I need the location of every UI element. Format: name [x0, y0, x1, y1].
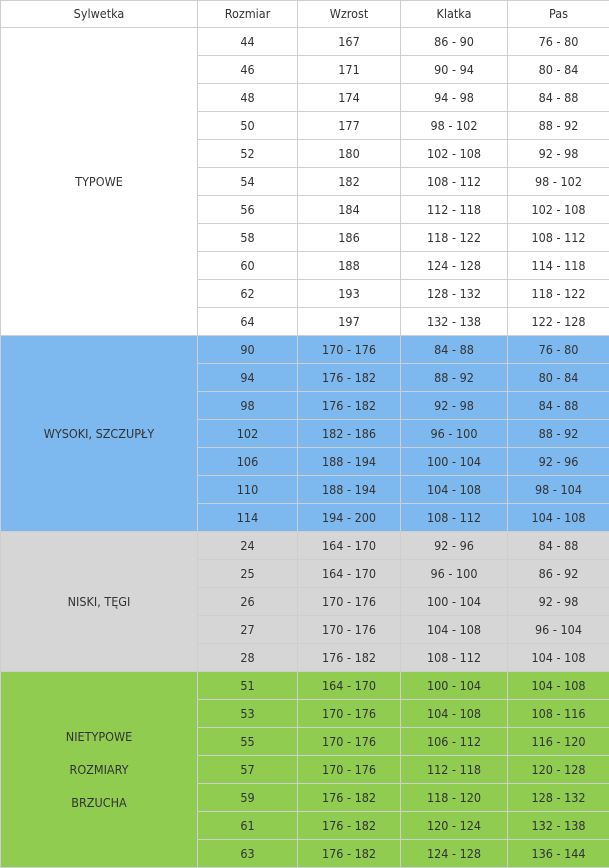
rozmiar-cell: 24	[198, 532, 298, 560]
rozmiar-cell: 58	[198, 224, 298, 252]
pas-cell: 104 - 108	[508, 504, 609, 532]
pas-cell: 114 - 118	[508, 252, 609, 280]
pas-cell: 88 - 92	[508, 112, 609, 140]
wzrost-cell: 170 - 176	[298, 588, 401, 616]
klatka-cell: 124 - 128	[401, 252, 508, 280]
klatka-cell: 108 - 112	[401, 168, 508, 196]
pas-cell: 132 - 138	[508, 812, 609, 840]
header-klatka: Klatka	[401, 1, 508, 28]
rozmiar-cell: 90	[198, 336, 298, 364]
klatka-cell: 86 - 90	[401, 28, 508, 56]
sylwetka-label: NISKI, TĘGI	[1, 585, 197, 618]
header-rozmiar: Rozmiar	[198, 1, 298, 28]
klatka-cell: 128 - 132	[401, 280, 508, 308]
wzrost-cell: 174	[298, 84, 401, 112]
wzrost-cell: 188	[298, 252, 401, 280]
wzrost-cell: 170 - 176	[298, 616, 401, 644]
wzrost-cell: 176 - 182	[298, 364, 401, 392]
klatka-cell: 98 - 102	[401, 112, 508, 140]
pas-cell: 98 - 104	[508, 476, 609, 504]
klatka-cell: 92 - 98	[401, 392, 508, 420]
wzrost-cell: 170 - 176	[298, 756, 401, 784]
wzrost-cell: 176 - 182	[298, 812, 401, 840]
pas-cell: 122 - 128	[508, 308, 609, 336]
rozmiar-cell: 26	[198, 588, 298, 616]
rozmiar-cell: 25	[198, 560, 298, 588]
rozmiar-cell: 27	[198, 616, 298, 644]
pas-cell: 84 - 88	[508, 84, 609, 112]
rozmiar-cell: 59	[198, 784, 298, 812]
klatka-cell: 112 - 118	[401, 756, 508, 784]
pas-cell: 104 - 108	[508, 644, 609, 672]
wzrost-cell: 182 - 186	[298, 420, 401, 448]
wzrost-cell: 170 - 176	[298, 728, 401, 756]
table-header	[1, 1, 609, 28]
pas-cell: 92 - 98	[508, 588, 609, 616]
pas-cell: 84 - 88	[508, 392, 609, 420]
rozmiar-cell: 114	[198, 504, 298, 532]
wzrost-cell: 194 - 200	[298, 504, 401, 532]
klatka-cell: 96 - 100	[401, 560, 508, 588]
sylwetka-label: NIETYPOWE	[1, 720, 197, 753]
klatka-cell: 102 - 108	[401, 140, 508, 168]
table-row	[1, 672, 609, 700]
klatka-cell: 108 - 112	[401, 504, 508, 532]
rozmiar-cell: 106	[198, 448, 298, 476]
pas-cell: 92 - 96	[508, 448, 609, 476]
sylwetka-label: TYPOWE	[1, 165, 197, 198]
wzrost-cell: 171	[298, 56, 401, 84]
rozmiar-cell: 94	[198, 364, 298, 392]
rozmiar-cell: 28	[198, 644, 298, 672]
pas-cell: 104 - 108	[508, 672, 609, 700]
klatka-cell: 118 - 122	[401, 224, 508, 252]
header-wzrost: Wzrost	[298, 1, 401, 28]
klatka-cell: 94 - 98	[401, 84, 508, 112]
pas-cell: 76 - 80	[508, 28, 609, 56]
header-row	[1, 1, 609, 28]
pas-cell: 84 - 88	[508, 532, 609, 560]
klatka-cell: 124 - 128	[401, 840, 508, 868]
rozmiar-cell: 53	[198, 700, 298, 728]
pas-cell: 92 - 98	[508, 140, 609, 168]
pas-cell: 80 - 84	[508, 364, 609, 392]
rozmiar-cell: 63	[198, 840, 298, 868]
pas-cell: 108 - 116	[508, 700, 609, 728]
pas-cell: 96 - 104	[508, 616, 609, 644]
table-row	[1, 336, 609, 364]
wzrost-cell: 170 - 176	[298, 700, 401, 728]
pas-cell: 108 - 112	[508, 224, 609, 252]
klatka-cell: 104 - 108	[401, 476, 508, 504]
klatka-cell: 84 - 88	[401, 336, 508, 364]
klatka-cell: 112 - 118	[401, 196, 508, 224]
rozmiar-cell: 56	[198, 196, 298, 224]
sylwetka-cell-nietypowe	[1, 672, 198, 868]
pas-cell: 118 - 122	[508, 280, 609, 308]
table-row	[1, 28, 609, 56]
wzrost-cell: 176 - 182	[298, 784, 401, 812]
wzrost-cell: 164 - 170	[298, 560, 401, 588]
rozmiar-cell: 46	[198, 56, 298, 84]
wzrost-cell: 182	[298, 168, 401, 196]
wzrost-cell: 170 - 176	[298, 336, 401, 364]
klatka-cell: 104 - 108	[401, 616, 508, 644]
wzrost-cell: 180	[298, 140, 401, 168]
rozmiar-cell: 57	[198, 756, 298, 784]
rozmiar-cell: 62	[198, 280, 298, 308]
pas-cell: 102 - 108	[508, 196, 609, 224]
wzrost-cell: 176 - 182	[298, 644, 401, 672]
klatka-cell: 100 - 104	[401, 588, 508, 616]
rozmiar-cell: 52	[198, 140, 298, 168]
header-sylwetka: Sylwetka	[1, 1, 198, 28]
header-pas: Pas	[508, 1, 609, 28]
pas-cell: 80 - 84	[508, 56, 609, 84]
klatka-cell: 120 - 124	[401, 812, 508, 840]
rozmiar-cell: 44	[198, 28, 298, 56]
wzrost-cell: 164 - 170	[298, 532, 401, 560]
wzrost-cell: 193	[298, 280, 401, 308]
rozmiar-cell: 98	[198, 392, 298, 420]
sylwetka-cell-typowe	[1, 28, 198, 336]
sylwetka-label: WYSOKI, SZCZUPŁY	[1, 417, 197, 450]
wzrost-cell: 188 - 194	[298, 476, 401, 504]
wzrost-cell: 167	[298, 28, 401, 56]
pas-cell: 98 - 102	[508, 168, 609, 196]
rozmiar-cell: 110	[198, 476, 298, 504]
pas-cell: 116 - 120	[508, 728, 609, 756]
wzrost-cell: 176 - 182	[298, 392, 401, 420]
sylwetka-cell-wysoki	[1, 336, 198, 532]
klatka-cell: 92 - 96	[401, 532, 508, 560]
table-body	[1, 28, 609, 868]
wzrost-cell: 188 - 194	[298, 448, 401, 476]
rozmiar-cell: 64	[198, 308, 298, 336]
klatka-cell: 96 - 100	[401, 420, 508, 448]
klatka-cell: 100 - 104	[401, 672, 508, 700]
wzrost-cell: 197	[298, 308, 401, 336]
pas-cell: 128 - 132	[508, 784, 609, 812]
pas-cell: 120 - 128	[508, 756, 609, 784]
pas-cell: 136 - 144	[508, 840, 609, 868]
sylwetka-cell-niski	[1, 532, 198, 672]
klatka-cell: 90 - 94	[401, 56, 508, 84]
wzrost-cell: 184	[298, 196, 401, 224]
klatka-cell: 108 - 112	[401, 644, 508, 672]
rozmiar-cell: 54	[198, 168, 298, 196]
pas-cell: 88 - 92	[508, 420, 609, 448]
wzrost-cell: 176 - 182	[298, 840, 401, 868]
table-row	[1, 532, 609, 560]
klatka-cell: 88 - 92	[401, 364, 508, 392]
rozmiar-cell: 48	[198, 84, 298, 112]
rozmiar-cell: 50	[198, 112, 298, 140]
rozmiar-cell: 60	[198, 252, 298, 280]
klatka-cell: 100 - 104	[401, 448, 508, 476]
klatka-cell: 106 - 112	[401, 728, 508, 756]
rozmiar-cell: 61	[198, 812, 298, 840]
sylwetka-label: BRZUCHA	[1, 786, 197, 819]
klatka-cell: 104 - 108	[401, 700, 508, 728]
wzrost-cell: 164 - 170	[298, 672, 401, 700]
wzrost-cell: 177	[298, 112, 401, 140]
wzrost-cell: 186	[298, 224, 401, 252]
klatka-cell: 118 - 120	[401, 784, 508, 812]
pas-cell: 86 - 92	[508, 560, 609, 588]
rozmiar-cell: 55	[198, 728, 298, 756]
rozmiar-cell: 51	[198, 672, 298, 700]
klatka-cell: 132 - 138	[401, 308, 508, 336]
rozmiar-cell: 102	[198, 420, 298, 448]
pas-cell: 76 - 80	[508, 336, 609, 364]
sylwetka-label: ROZMIARY	[1, 753, 197, 786]
